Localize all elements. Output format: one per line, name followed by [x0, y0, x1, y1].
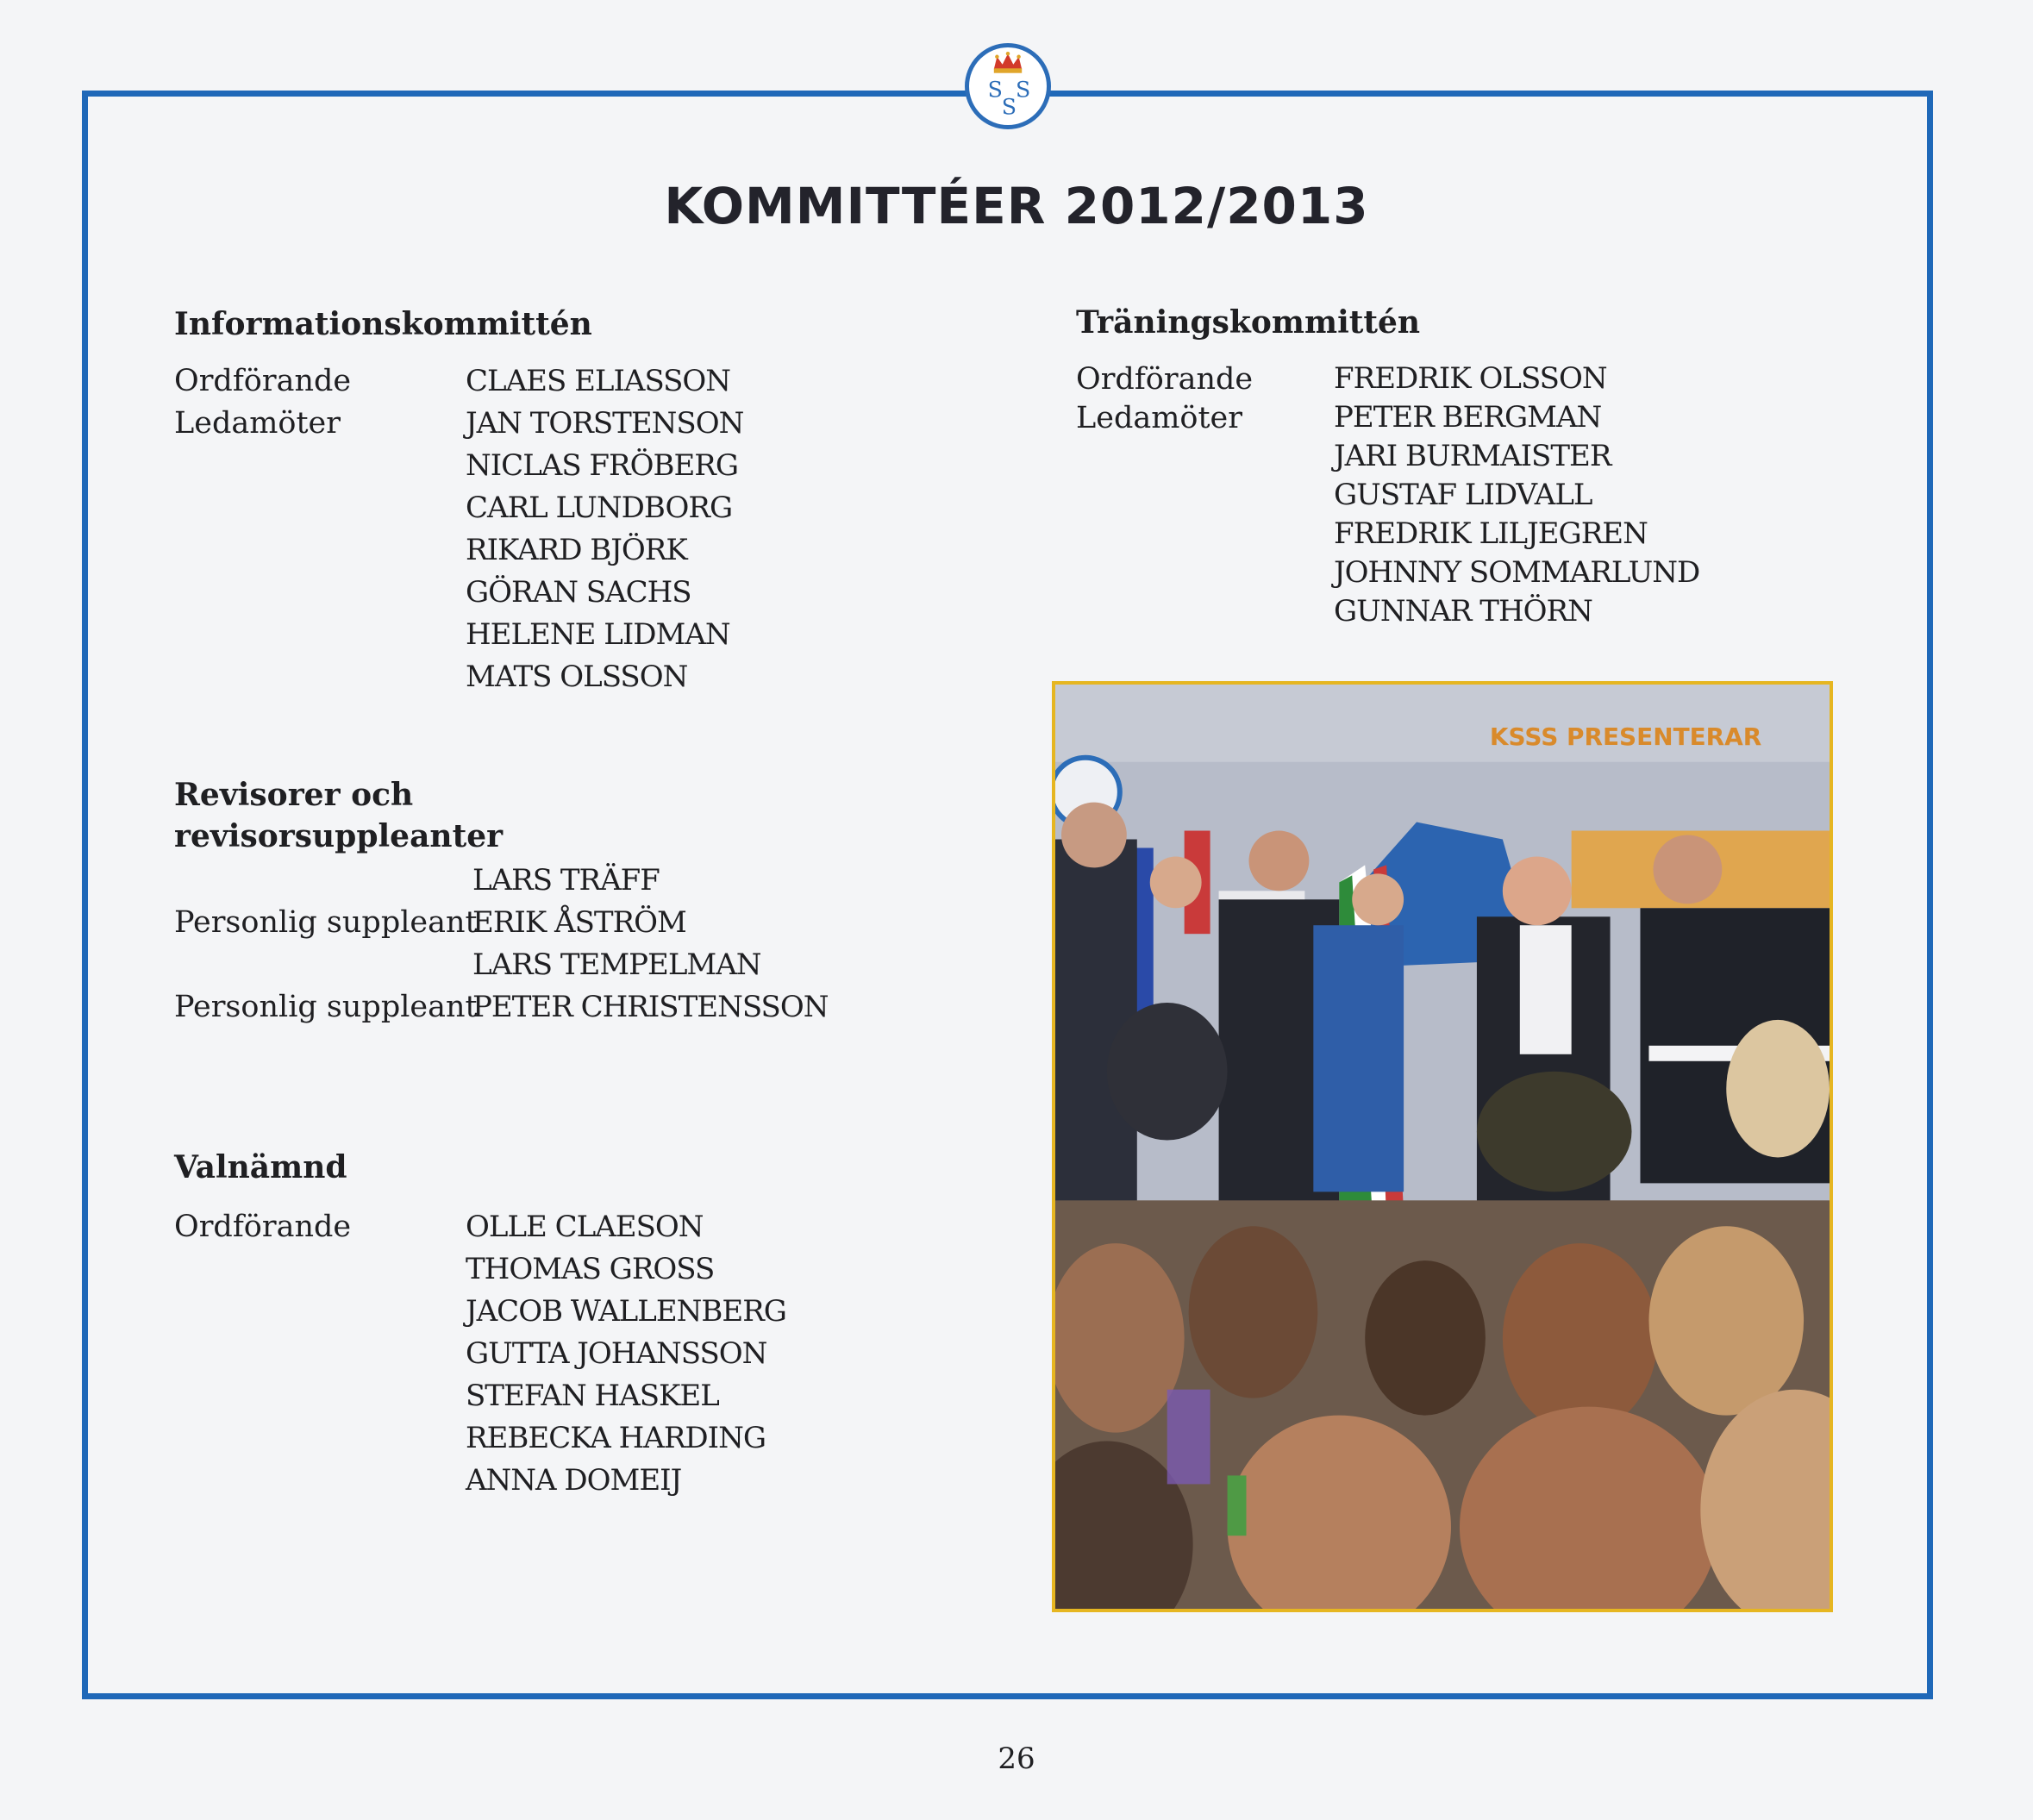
member-name: GUTTA JOHANSSON — [466, 1336, 767, 1371]
auditor-role: Personlig suppleant — [174, 990, 478, 1024]
member-name: HELENE LIDMAN — [466, 617, 730, 652]
information-committee-heading: Informationskommittén — [174, 306, 592, 342]
chair-name: FREDRIK OLSSON — [1334, 361, 1607, 396]
members-label: Ledamöter — [1076, 401, 1242, 435]
member-name: MATS OLSSON — [466, 660, 688, 694]
member-name: JARI BURMAISTER — [1334, 439, 1611, 473]
auditor-role — [174, 944, 450, 986]
member-name: OLLE CLAESON — [466, 1210, 704, 1244]
member-name: THOMAS GROSS — [466, 1252, 715, 1286]
member-name: GUNNAR THÖRN — [1334, 594, 1592, 629]
training-committee-names — [1334, 360, 1699, 631]
member-name: GÖRAN SACHS — [466, 575, 691, 610]
event-photo — [1052, 681, 1833, 1612]
member-name: CARL LUNDBORG — [466, 491, 733, 525]
chair-label: Ordförande — [174, 364, 352, 398]
member-name: JACOB WALLENBERG — [466, 1294, 786, 1329]
auditors-heading-line: Revisorer och — [174, 777, 414, 813]
logo-letter: S — [1016, 77, 1031, 103]
nomination-committee-names — [466, 1206, 786, 1502]
chair-name: CLAES ELIASSON — [466, 364, 731, 398]
member-name: FREDRIK LILJEGREN — [1334, 516, 1648, 551]
auditor-name: LARS TEMPELMAN — [472, 948, 761, 982]
member-name: REBECKA HARDING — [466, 1421, 766, 1455]
auditor-names — [472, 860, 828, 1029]
chair-label: Ordförande — [174, 1210, 352, 1244]
club-logo — [965, 43, 1051, 129]
member-name: NICLAS FRÖBERG — [466, 448, 739, 483]
training-committee-heading: Träningskommittén — [1076, 304, 1421, 341]
member-name: RIKARD BJÖRK — [466, 533, 687, 567]
auditor-roles — [174, 860, 478, 1029]
member-name: GUSTAF LIDVALL — [1334, 478, 1592, 512]
information-committee-names — [466, 360, 743, 698]
auditors-heading — [174, 774, 503, 857]
page-title: KOMMITTÉER 2012/2013 — [664, 177, 1369, 235]
member-name: ANNA DOMEIJ — [466, 1463, 682, 1498]
member-name: STEFAN HASKEL — [466, 1379, 719, 1413]
logo-letter: S — [1001, 94, 1017, 120]
logo-letter: S — [987, 77, 1003, 103]
auditor-role — [174, 860, 450, 902]
chair-label: Ordförande — [1076, 362, 1254, 397]
nomination-committee-heading: Valnämnd — [174, 1149, 347, 1185]
auditor-name: PETER CHRISTENSSON — [472, 990, 829, 1024]
auditor-name: ERIK ÅSTRÖM — [472, 905, 686, 940]
auditors-heading-line: revisorsuppleanter — [174, 818, 504, 854]
crown-icon — [994, 52, 1022, 73]
banner-text: KSSS PRESENTERAR — [1489, 722, 1762, 751]
member-name: PETER BERGMAN — [1334, 400, 1602, 435]
members-label: Ledamöter — [174, 406, 341, 441]
member-name: JAN TORSTENSON — [466, 406, 744, 441]
member-name: JOHNNY SOMMARLUND — [1334, 555, 1700, 590]
page-number: 26 — [998, 1742, 1035, 1776]
auditor-role: Personlig suppleant — [174, 905, 478, 940]
auditor-name: LARS TRÄFF — [472, 863, 660, 897]
